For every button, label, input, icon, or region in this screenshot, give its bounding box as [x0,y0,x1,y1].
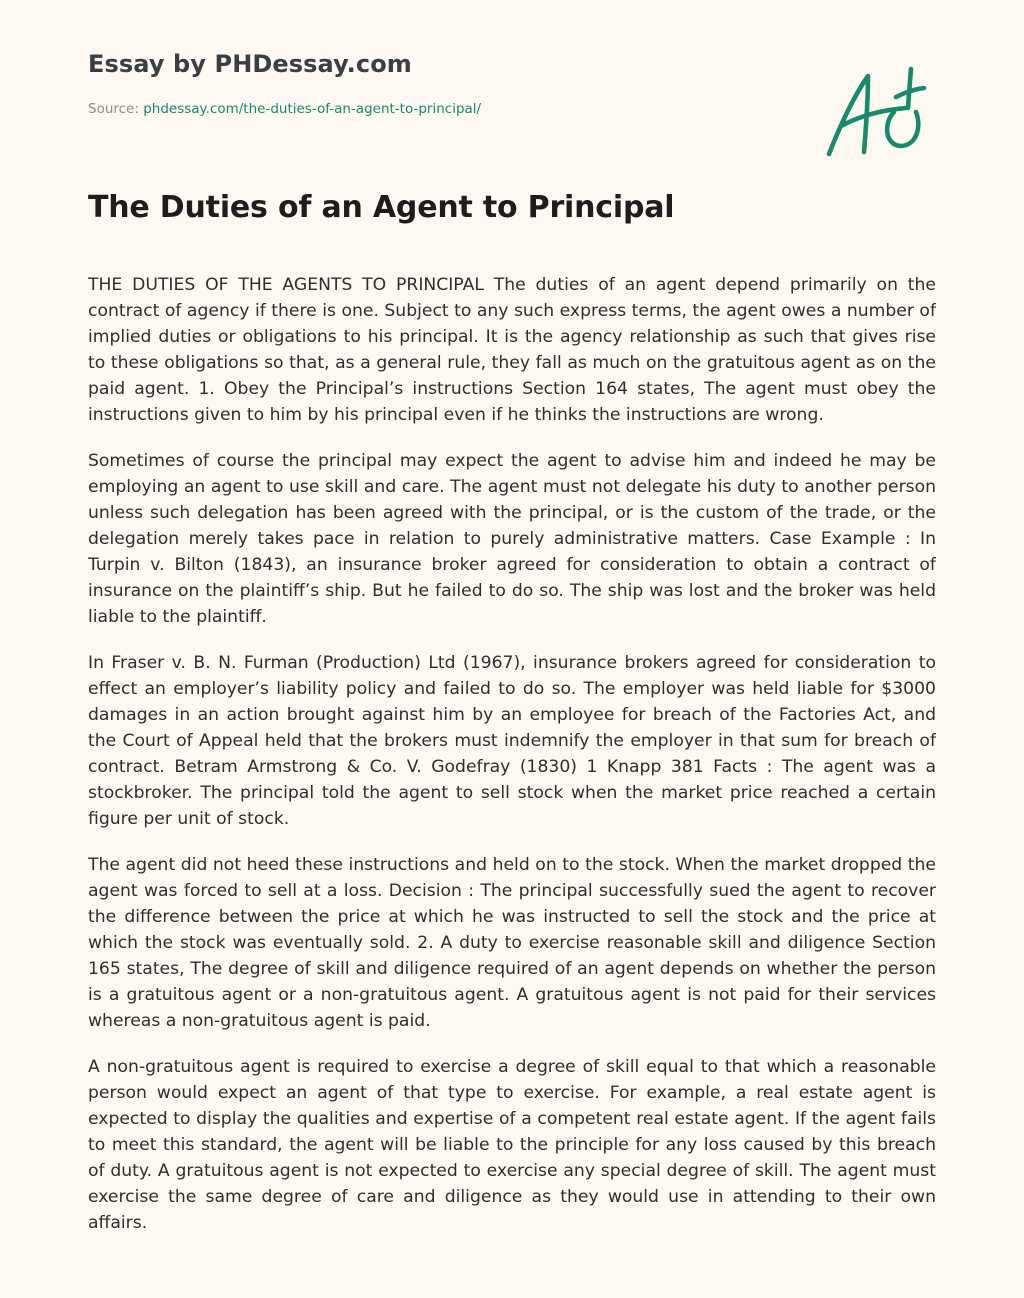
essay-paragraph: A non-gratuitous agent is required to exercise a degree of skill equal to that which a reasonable person would expect an agent of that type to exercise. For example, a real estate agent is expected to display the qualities and expertise of a competent real estate agent. If the agent fails to meet this standard, the agent will be liable to the principle for any loss caused by this breach of duty. A gratuitous agent is not expected to exercise any special degree of skill. The agent must exercise the same degree of care and diligence as they would use in attending to their own affairs. [88,1057,936,1233]
essay-paragraph: In Fraser v. B. N. Furman (Production) Ltd (1967), insurance brokers agreed for consideration to effect an employer’s liability policy and failed to do so. The employer was held liable for $3000 damages in an action brought against him by an employee for breach of the Factories Act, and the Court of Appeal held that the brokers must indemnify the employer in that sum for breach of contract. Betram Armstrong & Co. V. Godefray (1830) 1 Knapp 381 Facts : The agent was a stockbroker. The principal told the agent to sell stock when the market price reached a certain figure per unit of stock. [88,653,936,829]
essay-paragraph: The agent did not heed these instructions and held on to the stock. When the market dropped the agent was forced to sell at a loss. Decision : The principal successfully sued the agent to recover the difference between the price at which he was instructed to sell the stock and the price at which the stock was eventually sold. 2. A duty to exercise reasonable skill and diligence Section 165 states, The degree of skill and diligence required of an agent depends on whether the person is a gratuitous agent or a non-gratuitous agent. A gratuitous agent is not paid for their services whereas a non-gratuitous agent is paid. [88,855,936,1031]
source-label: Source: [88,101,144,117]
source-line [88,101,481,117]
essay-paragraph: Sometimes of course the principal may expect the agent to advise him and indeed he may be employing an agent to use skill and care. The agent must not delegate his duty to another person unless such delegation has been agreed with the principal, or is the custom of the trade, or the delegation merely takes pace in relation to purely administrative matters. Case Example : In Turpin v. Bilton (1843), an insurance broker agreed for consideration to obtain a contract of insurance on the plaintiff’s ship. But he failed to do so. The ship was lost and the broker was held liable to the plaintiff. [88,451,936,627]
a-plus-icon [818,64,933,164]
page-title: The Duties of an Agent to Principal [88,190,675,225]
essay-paragraph: THE DUTIES OF THE AGENTS TO PRINCIPAL The duties of an agent depend primarily on the contract of agency if there is one. Subject to any such express terms, the agent owes a number of implied duties or obligations to his principal. It is the agency relationship as such that gives rise to these obligations so that, as a general rule, they fall as much on the gratuitous agent as on the paid agent. 1. Obey the Principal’s instructions Section 164 states, The agent must obey the instructions given to him by his principal even if he thinks the instructions are wrong. [88,275,936,425]
site-title: Essay by PHDessay.com [88,50,412,78]
essay-body [88,272,936,1250]
source-link[interactable]: phdessay.com/the-duties-of-an-agent-to-principal/ [143,101,482,117]
